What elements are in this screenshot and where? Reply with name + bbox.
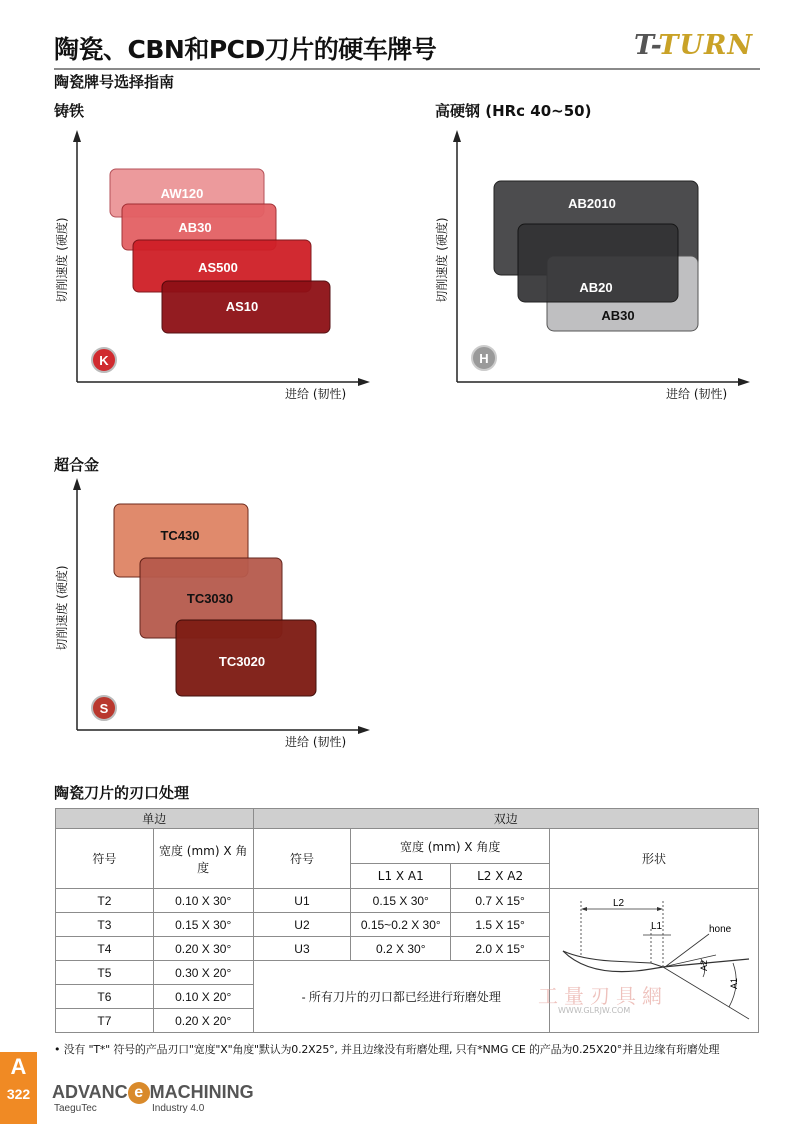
double-width-angle-header: 宽度 (mm) X 角度 xyxy=(351,829,550,864)
single-value: 0.10 X 20° xyxy=(153,985,253,1009)
h-badge-letter: H xyxy=(479,351,489,366)
logo-machining: MACHINING xyxy=(149,1082,254,1102)
single-value: 0.15 X 30° xyxy=(153,913,253,937)
single-side-header: 单边 xyxy=(56,809,254,829)
grade-label-ab30: AB30 xyxy=(178,220,212,235)
double-symbol: U3 xyxy=(253,937,351,961)
logo-advance: ADVANC xyxy=(52,1082,128,1102)
superalloy-chart xyxy=(40,468,380,758)
s-badge-letter: S xyxy=(99,701,109,716)
y-axis-arrow xyxy=(73,130,81,142)
diagram-label-l2: L2 xyxy=(612,898,625,909)
edge-section-title: 陶瓷刀片的刃口处理 xyxy=(54,784,190,802)
double-l1a1: 0.15 X 30° xyxy=(351,889,451,913)
y-axis-label: 切削速度 (硬度) xyxy=(55,565,69,651)
double-symbol: U1 xyxy=(253,889,351,913)
double-l2a2: 1.5 X 15° xyxy=(451,913,550,937)
double-l1a1: 0.15~0.2 X 30° xyxy=(351,913,451,937)
diagram-label-hone: hone xyxy=(708,924,732,935)
single-symbol: T6 xyxy=(56,985,154,1009)
page-tab xyxy=(0,1052,37,1124)
chart-title-hardened-steel: 高硬钢 (HRc 40~50) xyxy=(435,102,592,120)
l1a1-header: L1 X A1 xyxy=(351,864,451,889)
single-value: 0.30 X 20° xyxy=(153,961,253,985)
single-width-angle-header: 宽度 (mm) X 角度 xyxy=(153,829,253,889)
taegutec-label: TaeguTec xyxy=(54,1103,97,1114)
y-axis-label: 切削速度 (硬度) xyxy=(435,217,449,303)
logo-e: e xyxy=(128,1082,150,1104)
diagram-label-l1: L1 xyxy=(650,921,663,932)
footnote: • 没有 "T*" 符号的产品刃口"宽度"X"角度"默认为0.2X25°, 并且边缘没有珩磨处理, 只有*NMG CE 的产品为0.25X20°并且边缘有珩磨处理 xyxy=(54,1043,720,1056)
x-axis-label: 进给 (韧性) xyxy=(285,387,347,401)
y-axis-arrow xyxy=(453,130,461,142)
industry-label: Industry 4.0 xyxy=(152,1103,205,1114)
k-badge-letter: K xyxy=(99,353,109,368)
chart-title-cast-iron: 铸铁 xyxy=(54,102,85,120)
double-l1a1: 0.2 X 30° xyxy=(351,937,451,961)
single-symbol: T3 xyxy=(56,913,154,937)
double-side-header: 双边 xyxy=(253,809,758,829)
watermark-url: WWW.GLRJW.COM xyxy=(558,1006,631,1015)
diagram-label-a2: A2 xyxy=(698,959,709,971)
diagram-label-a1: A1 xyxy=(728,977,739,989)
double-symbol: U2 xyxy=(253,913,351,937)
x-axis-arrow xyxy=(738,378,750,386)
single-symbol: T7 xyxy=(56,1009,154,1033)
page-title: 陶瓷、CBN和PCD刀片的硬车牌号 xyxy=(54,35,437,64)
grade-label-tc3030: TC3030 xyxy=(186,591,234,606)
grade-label-ab2010: AB2010 xyxy=(568,196,616,211)
advance-machining-logo xyxy=(52,1082,254,1104)
double-symbol-header: 符号 xyxy=(253,829,351,889)
single-value: 0.20 X 20° xyxy=(153,1009,253,1033)
x-axis-arrow xyxy=(358,378,370,386)
chart-title-superalloy: 超合金 xyxy=(54,456,100,474)
shape-header: 形状 xyxy=(549,829,758,889)
cast-iron-chart xyxy=(40,120,380,410)
page-subtitle: 陶瓷牌号选择指南 xyxy=(54,73,175,91)
title-divider xyxy=(54,68,760,70)
single-value: 0.20 X 30° xyxy=(153,937,253,961)
all-honed-note: - 所有刀片的刃口都已经进行珩磨处理 xyxy=(253,961,549,1033)
table-header-row xyxy=(56,829,759,864)
l2a2-header: L2 X A2 xyxy=(451,864,550,889)
single-symbol: T4 xyxy=(56,937,154,961)
hardened-steel-chart xyxy=(420,120,760,410)
single-symbol: T2 xyxy=(56,889,154,913)
y-axis-arrow xyxy=(73,478,81,490)
grade-label-as500: AS500 xyxy=(198,260,238,275)
grade-label-aw120: AW120 xyxy=(160,186,204,201)
single-symbol-header: 符号 xyxy=(56,829,154,889)
single-value: 0.10 X 30° xyxy=(153,889,253,913)
x-axis-arrow xyxy=(358,726,370,734)
x-axis-label: 进给 (韧性) xyxy=(666,387,728,401)
table-row xyxy=(56,889,759,913)
double-l2a2: 2.0 X 15° xyxy=(451,937,550,961)
grade-label-tc430: TC430 xyxy=(160,528,200,543)
t-turn-logo: T-TURN xyxy=(634,30,754,61)
x-axis-label: 进给 (韧性) xyxy=(285,735,347,749)
single-symbol: T5 xyxy=(56,961,154,985)
grade-label-ab20: AB20 xyxy=(579,280,613,295)
y-axis-label: 切削速度 (硬度) xyxy=(55,217,69,303)
double-l2a2: 0.7 X 15° xyxy=(451,889,550,913)
section-letter: A xyxy=(10,1054,27,1079)
watermark: 工量刃具網 xyxy=(538,984,668,1008)
page-number: 322 xyxy=(6,1086,31,1102)
grade-label-tc3020: TC3020 xyxy=(218,654,266,669)
grade-label-as10: AS10 xyxy=(225,299,259,314)
grade-label-ab30: AB30 xyxy=(601,308,635,323)
table-header-row xyxy=(56,809,759,829)
